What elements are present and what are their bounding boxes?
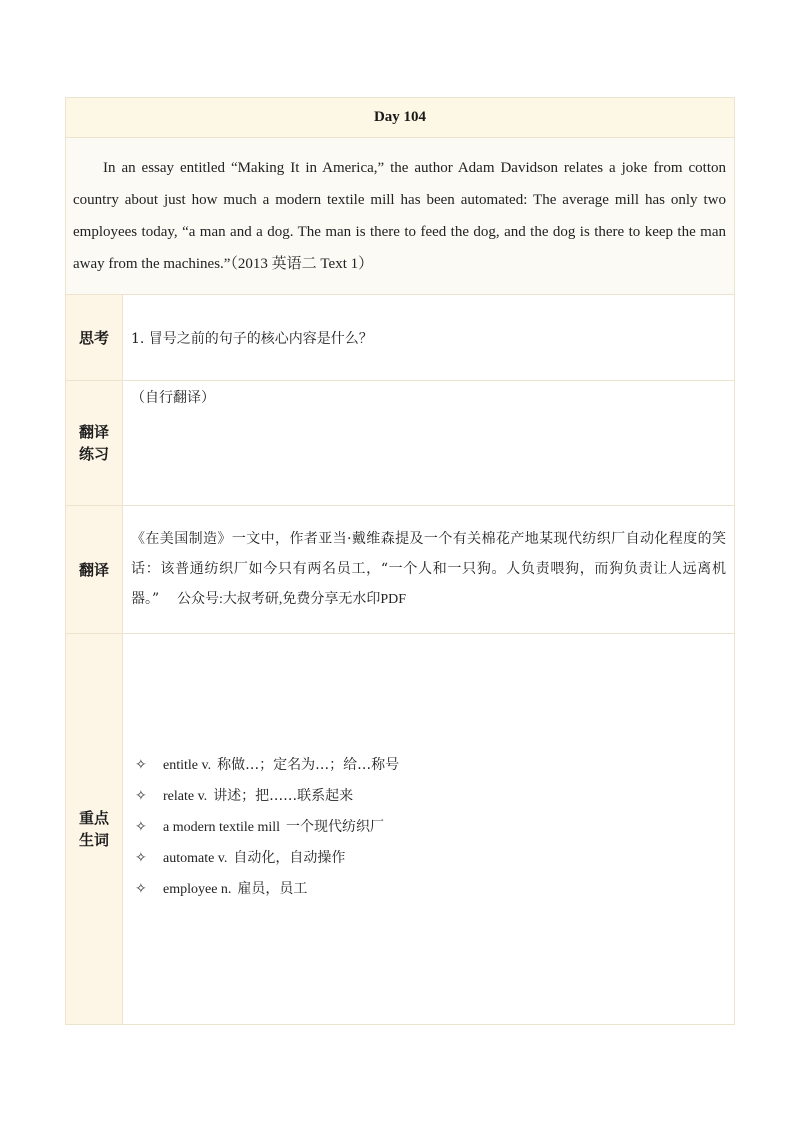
vocab-term: relate v. [163,789,208,804]
translation-text: 《在美国制造》一文中，作者亚当·戴维森提及一个有关棉花产地某现代纺织厂自动化程度的笑话：该普通纺织厂如今只有两名员工，“一个人和一只狗。人负责喂狗，而狗负责让人远离机器。” [131,531,726,607]
vocab-item [135,781,399,812]
translation-content [123,506,734,633]
vocabulary-label: 重点生词 [78,809,109,849]
vocab-meaning: 讲述；把……联系起来 [213,788,354,804]
day-title: Day 104 [373,109,427,125]
think-row [66,295,734,381]
vocabulary-row [66,634,734,1024]
vocabulary-content [123,634,734,1024]
think-content [123,295,734,380]
translation-label: 翻译 [78,560,109,579]
worksheet-table [65,97,735,1025]
passage-text: In an essay entitled “Making It in America,” the author Adam Davidson relates a joke from cotton country about just how much a modern textile mill has been automated: The average mill has only two employees today, “a man and a dog. The man is there to feed the dog, and the dog is there to keep the man away from the machines.”（2013 英语二 Text 1） [73,160,726,272]
vocab-item [135,874,399,905]
vocab-term: employee n. [163,882,232,897]
diamond-bullet-icon: ✧ [135,850,147,866]
diamond-bullet-icon: ✧ [135,819,147,835]
vocab-meaning: 称做…；定名为…；给…称号 [217,757,400,773]
practice-label: 翻译练习 [78,423,109,463]
vocab-item [135,750,399,781]
translation-label-cell [66,506,123,633]
diamond-bullet-icon: ✧ [135,757,147,773]
vocab-meaning: 雇员，员工 [237,881,308,897]
think-question: 1. 冒号之前的句子的核心内容是什么？ [131,330,373,347]
vocab-term: entitle v. [163,758,212,773]
passage-row [66,138,734,295]
vocab-term: automate v. [163,851,228,866]
practice-label-cell [66,381,123,505]
think-label: 思考 [78,328,109,347]
translation-row [66,506,734,634]
vocab-item [135,843,399,874]
practice-row [66,381,734,506]
watermark-text: 公众号:大叔考研,免费分享无水印PDF [176,592,407,607]
vocab-meaning: 一个现代纺织厂 [286,819,385,835]
practice-content [123,381,734,505]
title-row [66,98,734,138]
vocabulary-label-cell [66,634,123,1024]
vocabulary-list [135,750,399,905]
vocab-item [135,812,399,843]
vocab-term: a modern textile mill [163,820,281,835]
diamond-bullet-icon: ✧ [135,881,147,897]
diamond-bullet-icon: ✧ [135,788,147,804]
think-label-cell [66,295,123,380]
vocab-meaning: 自动化，自动操作 [233,850,346,866]
practice-placeholder: （自行翻译） [131,390,215,406]
